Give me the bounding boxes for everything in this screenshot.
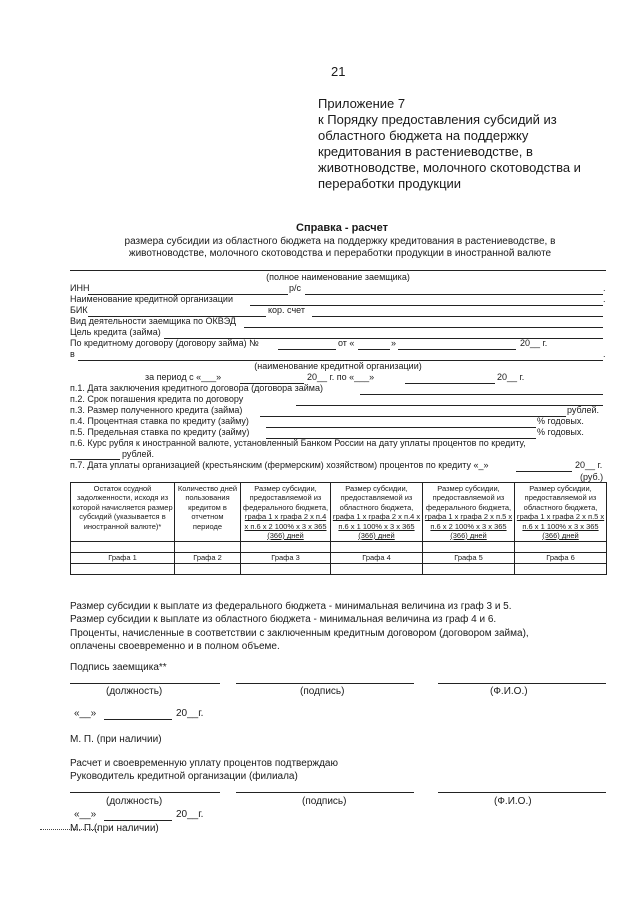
header-cell: Остаток ссудной задолженности, исходя из которой начисляется размер субсидий (указывается в иностранной валюте)* — [71, 483, 175, 542]
stamp-label: М. П. (при наличии) — [70, 734, 162, 745]
note-interest-line1: Проценты, начисленные в соответствии с заключенным кредитным договором (договором займа), — [70, 628, 529, 639]
rs-field[interactable] — [305, 294, 603, 295]
date-month-field[interactable] — [104, 820, 172, 821]
bik-label: БИК — [70, 305, 88, 315]
rub-label: (руб.) — [580, 472, 604, 482]
formula: графа 1 х графа 2 х п.4 х п.6 х 2 100% х 3 х 365 (366) дней — [244, 512, 327, 541]
bank-caption: (наименование кредитной организации) — [254, 361, 422, 371]
appendix-line: кредитования в растениеводстве, в — [318, 144, 533, 159]
table-row — [71, 563, 607, 574]
item-p1: п.1. Дата заключения кредитного договора (договора займа) — [70, 383, 324, 393]
formula: графа 1 х графа 2 х п.4 х п.6 х 1 100% х 3 х 365 (366) дней — [332, 512, 421, 541]
appendix-line: переработки продукции — [318, 176, 462, 191]
contract-month-field[interactable] — [398, 349, 516, 350]
item-p1-field[interactable] — [360, 394, 603, 395]
table-header-row — [71, 483, 607, 542]
table-cell[interactable] — [175, 542, 241, 553]
item-p5: п.5. Предельная ставка по кредиту (займу) — [70, 427, 250, 437]
table-cell[interactable] — [241, 563, 331, 574]
appendix-line: животноводстве, молочного скотоводства и — [318, 160, 581, 175]
table-cell[interactable] — [515, 542, 607, 553]
dot: . — [603, 283, 606, 293]
form-subtitle-line2: животноводстве, молочного скотоводства и переработки продукции в иностранной валюте — [128, 248, 552, 259]
stamp-label: М. П.(при наличии) — [70, 823, 159, 834]
item-p3: п.3. Размер полученного кредита (займа) — [70, 405, 243, 415]
position-field[interactable] — [70, 792, 220, 793]
position-field[interactable] — [70, 683, 220, 684]
table-cell[interactable] — [241, 542, 331, 553]
position-caption: (должность) — [106, 796, 163, 807]
table-cell[interactable] — [71, 542, 175, 553]
item-p7-year: 20__ г. — [575, 460, 603, 470]
contract-from-label: от « — [338, 338, 355, 348]
signature-field[interactable] — [236, 683, 414, 684]
bank-name-label: Наименование кредитной организации — [70, 294, 233, 304]
rs-label: р/с — [289, 283, 302, 293]
item-p2: п.2. Срок погашения кредита по договору — [70, 394, 244, 404]
header-cell: Количество дней пользования кредитом в отчетном периоде — [175, 483, 241, 542]
date-month-field[interactable] — [104, 719, 172, 720]
date-year: 20__г. — [176, 809, 204, 820]
item-p7: п.7. Дата уплаты организацией (крестьянским (фермерским) хозяйством) процентов по кредиту «_» — [70, 460, 489, 470]
table-row — [71, 542, 607, 553]
fio-field[interactable] — [438, 683, 606, 684]
contract-quote: » — [391, 338, 397, 348]
column-label: Графа 2 — [175, 553, 241, 563]
okved-field[interactable] — [244, 327, 603, 328]
okved-label: Вид деятельности заемщика по ОКВЭД — [70, 316, 236, 326]
header-cell: Размер субсидии, предоставляемой из областного бюджета, графа 1 х графа 2 х п.4 х п.6 х 1 100% х 3 х 365 (366) дней — [331, 483, 423, 542]
item-p4-field[interactable] — [266, 427, 536, 428]
confirm-text: Расчет и своевременную уплату процентов подтверждаю — [70, 758, 338, 769]
contract-day-field[interactable] — [358, 349, 390, 350]
formula: графа 1 х графа 2 х п.5 х п.6 х 2 100% х 3 х 365 (366) дней — [424, 512, 513, 541]
in-label: в — [70, 349, 75, 359]
table-cell[interactable] — [515, 563, 607, 574]
column-label: Графа 5 — [423, 553, 515, 563]
signature-caption: (подпись) — [300, 686, 345, 697]
column-label: Графа 4 — [331, 553, 423, 563]
subsidy-table — [70, 482, 607, 575]
item-p3-unit: рублей. — [567, 405, 600, 415]
appendix-block — [318, 96, 581, 192]
kor-account-field[interactable] — [312, 316, 603, 317]
table-cell[interactable] — [71, 563, 175, 574]
fio-field[interactable] — [438, 792, 606, 793]
header-cell: Размер субсидии, предоставляемой из областного бюджета, графа 1 х графа 2 х п.5 х п.6 х 1 100% х 3 х 365 (366) дней — [515, 483, 607, 542]
signature-caption: (подпись) — [302, 796, 347, 807]
appendix-line: областного бюджета на поддержку — [318, 128, 529, 143]
table-cell[interactable] — [175, 563, 241, 574]
appendix-line: к Порядку предоставления субсидий из — [318, 112, 557, 127]
column-label: Графа 1 — [71, 553, 175, 563]
borrower-name-line[interactable] — [70, 270, 606, 271]
item-p4-unit: % годовых. — [537, 416, 584, 426]
purpose-label: Цель кредита (займа) — [70, 327, 161, 337]
item-p4: п.4. Процентная ставка по кредиту (займу) — [70, 416, 249, 426]
header-cell: Размер субсидии, предоставляемой из федерального бюджета, графа 1 х графа 2 х п.5 х п.6 х 2 100% х 3 х 365 (366) дней — [423, 483, 515, 542]
fio-caption: (Ф.И.О.) — [490, 686, 528, 697]
period-to-label: 20__ г. по «___» — [307, 372, 375, 382]
signature-field[interactable] — [236, 792, 414, 793]
period-from-label: за период с «___» — [145, 372, 222, 382]
form-subtitle-line1: размера субсидии из областного бюджета на поддержку кредитования в растениеводстве, в — [124, 236, 556, 247]
form-title: Справка - расчет — [296, 222, 389, 234]
contract-number-field[interactable] — [278, 349, 336, 350]
fio-caption: (Ф.И.О.) — [494, 796, 532, 807]
item-p5-unit: % годовых. — [537, 427, 584, 437]
period-year: 20__ г. — [497, 372, 525, 382]
item-p7-field[interactable] — [516, 471, 572, 472]
item-p3-field[interactable] — [260, 416, 566, 417]
page-number: 21 — [331, 64, 346, 79]
appendix-title: Приложение 7 — [318, 96, 406, 111]
item-p6-line1: п.6. Курс рубля к иностранной валюте, установленный Банком России на дату уплаты процентов по кредиту, — [70, 438, 526, 448]
column-label: Графа 3 — [241, 553, 331, 563]
table-cell[interactable] — [331, 563, 423, 574]
date-day: «__» — [74, 809, 97, 820]
borrower-caption: (полное наименование заемщика) — [266, 272, 410, 282]
table-cell[interactable] — [331, 542, 423, 553]
period-to-month-field[interactable] — [405, 383, 495, 384]
table-cell[interactable] — [423, 563, 515, 574]
date-year: 20__г. — [176, 708, 204, 719]
date-day: «__» — [74, 708, 97, 719]
position-caption: (должность) — [106, 686, 163, 697]
kor-account-label: кор. счет — [268, 305, 305, 315]
bank-head-label: Руководитель кредитной организации (филиала) — [70, 771, 298, 782]
borrower-signature-title: Подпись заемщика** — [70, 662, 167, 673]
note-federal: Размер субсидии к выплате из федерального бюджета - минимальная величина из граф 3 и 5. — [70, 601, 512, 612]
header-cell: Размер субсидии, предоставляемой из федерального бюджета, графа 1 х графа 2 х п.4 х п.6 х 2 100% х 3 х 365 (366) дней — [241, 483, 331, 542]
table-cell[interactable] — [423, 542, 515, 553]
inn-label: ИНН — [70, 283, 90, 293]
dot: . — [603, 349, 606, 359]
dot: . — [603, 294, 606, 304]
item-p2-field[interactable] — [296, 405, 603, 406]
column-label-row — [71, 553, 607, 563]
contract-label: По кредитному договору (договору займа) № — [70, 338, 259, 348]
note-regional: Размер субсидии к выплате из областного бюджета - минимальная величина из граф 4 и 6. — [70, 614, 497, 625]
column-label: Графа 6 — [515, 553, 607, 563]
item-p6-line2: рублей. — [122, 449, 155, 459]
note-interest-line2: оплачены своевременно и в полном объеме. — [70, 641, 280, 652]
contract-year: 20__ г. — [520, 338, 548, 348]
formula: графа 1 х графа 2 х п.5 х п.6 х 1 100% х 3 х 365 (366) дней — [516, 512, 605, 541]
